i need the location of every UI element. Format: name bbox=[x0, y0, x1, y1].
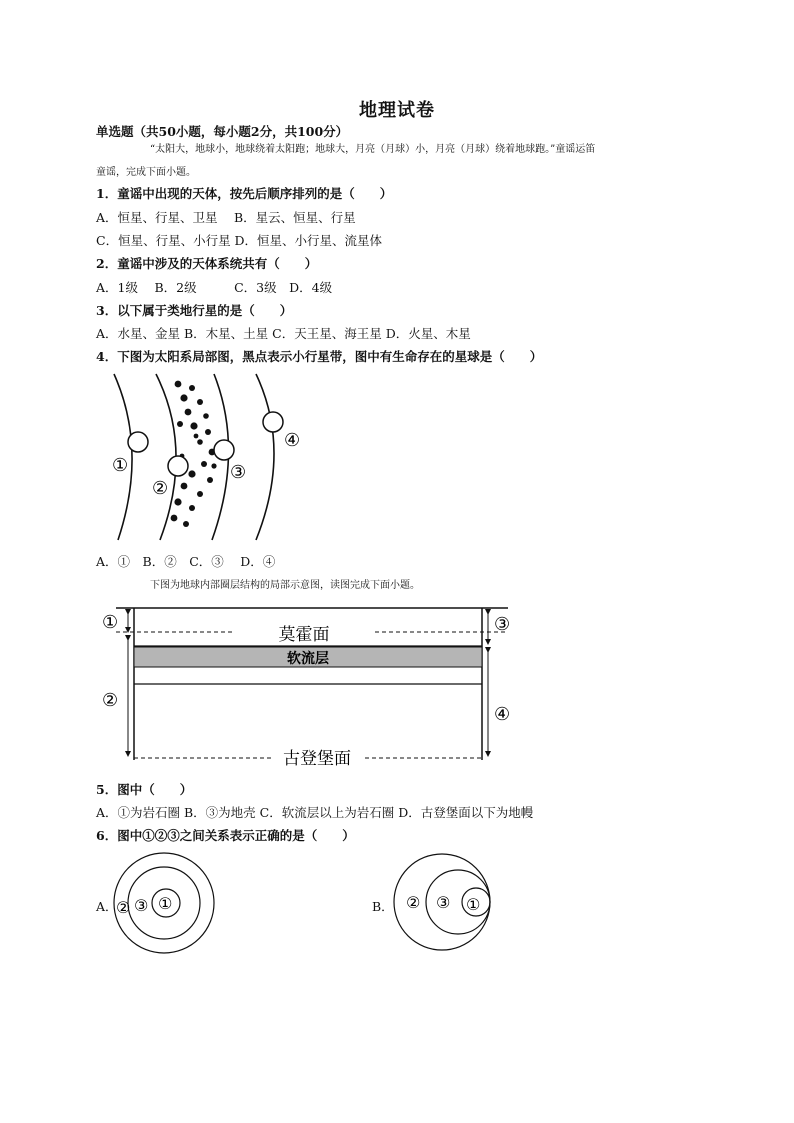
orbit-4 bbox=[256, 374, 274, 540]
question-1-options-cd: C．恒星、行星、小行星 D．恒星、小行星、流星体 bbox=[96, 233, 383, 248]
intro-text-line1: “太阳大，地球小，地球绕着太阳跑；地球大，月亮（月球）小，月亮（月球）绕着地球跑。”童谣运笛 bbox=[150, 144, 596, 155]
question-3-options: A．水星、金星 B．木星、土星 C．天王星、海王星 D．火星、木星 bbox=[96, 326, 471, 341]
option-a-figure bbox=[110, 852, 220, 956]
planet-4 bbox=[263, 412, 283, 432]
question-2: 2．童谣中涉及的天体系统共有（ ） bbox=[96, 256, 318, 271]
question-5: 5．图中（ ） bbox=[96, 782, 193, 797]
a-label-1: ① bbox=[158, 894, 173, 913]
question-6: 6．图中①②③之间关系表示正确的是（ ） bbox=[96, 828, 355, 843]
question-1: 1．童谣中出现的天体，按先后顺序排列的是（ ） bbox=[96, 186, 393, 201]
option-b-label: B． bbox=[372, 899, 394, 914]
layer-label-3: ③ bbox=[494, 614, 511, 635]
a-label-2: ② bbox=[116, 898, 131, 917]
question-4-options: A．① B．② C．③ D．④ bbox=[96, 554, 276, 569]
layer-label-2: ② bbox=[102, 690, 119, 711]
planet-3 bbox=[214, 440, 234, 460]
planet-1 bbox=[128, 432, 148, 452]
intro-text-line2: 童谣，完成下面小题。 bbox=[96, 167, 196, 178]
question-5-options: A．①为岩石圈 B．③为地壳 C．软流层以上为岩石圈 D．古登堡面以下为地幔 bbox=[96, 805, 534, 820]
asthenosphere-label: 软流层 bbox=[287, 651, 329, 667]
planet-2 bbox=[168, 456, 188, 476]
option-b-figure bbox=[392, 852, 496, 952]
asteroid-belt bbox=[171, 381, 217, 527]
layer-label-4: ④ bbox=[494, 704, 511, 725]
question-2-options: A．1级 B．2级 C．3级 D．4级 bbox=[96, 280, 333, 295]
section-header: 单选题（共50小题，每小题2分，共100分） bbox=[96, 124, 349, 139]
question-1-options-ab: A．恒星、行星、卫星 B．星云、恒星、行星 bbox=[96, 210, 356, 225]
moho-label: 莫霍面 bbox=[278, 625, 330, 645]
question-3: 3．以下属于类地行星的是（ ） bbox=[96, 303, 293, 318]
layer-label-1: ① bbox=[102, 612, 119, 633]
gutenberg-label: 古登堡面 bbox=[283, 749, 351, 769]
b-label-2: ② bbox=[406, 893, 421, 912]
label-2: ② bbox=[152, 478, 169, 499]
intro-earth-structure: 下图为地球内部圈层结构的局部示意图，读图完成下面小题。 bbox=[150, 580, 420, 591]
exam-title: 地理试卷 bbox=[359, 100, 435, 121]
question-4: 4．下图为太阳系局部图，黑点表示小行星带，图中有生命存在的星球是（ ） bbox=[96, 349, 543, 364]
solar-system-figure bbox=[96, 370, 336, 545]
option-a-label: A． bbox=[96, 899, 118, 914]
a-label-3: ③ bbox=[134, 896, 149, 915]
b-label-1: ① bbox=[466, 895, 481, 914]
label-3: ③ bbox=[230, 462, 247, 483]
label-1: ① bbox=[112, 455, 129, 476]
label-4: ④ bbox=[284, 430, 301, 451]
earth-layers-figure bbox=[96, 600, 526, 772]
b-label-3: ③ bbox=[436, 893, 451, 912]
